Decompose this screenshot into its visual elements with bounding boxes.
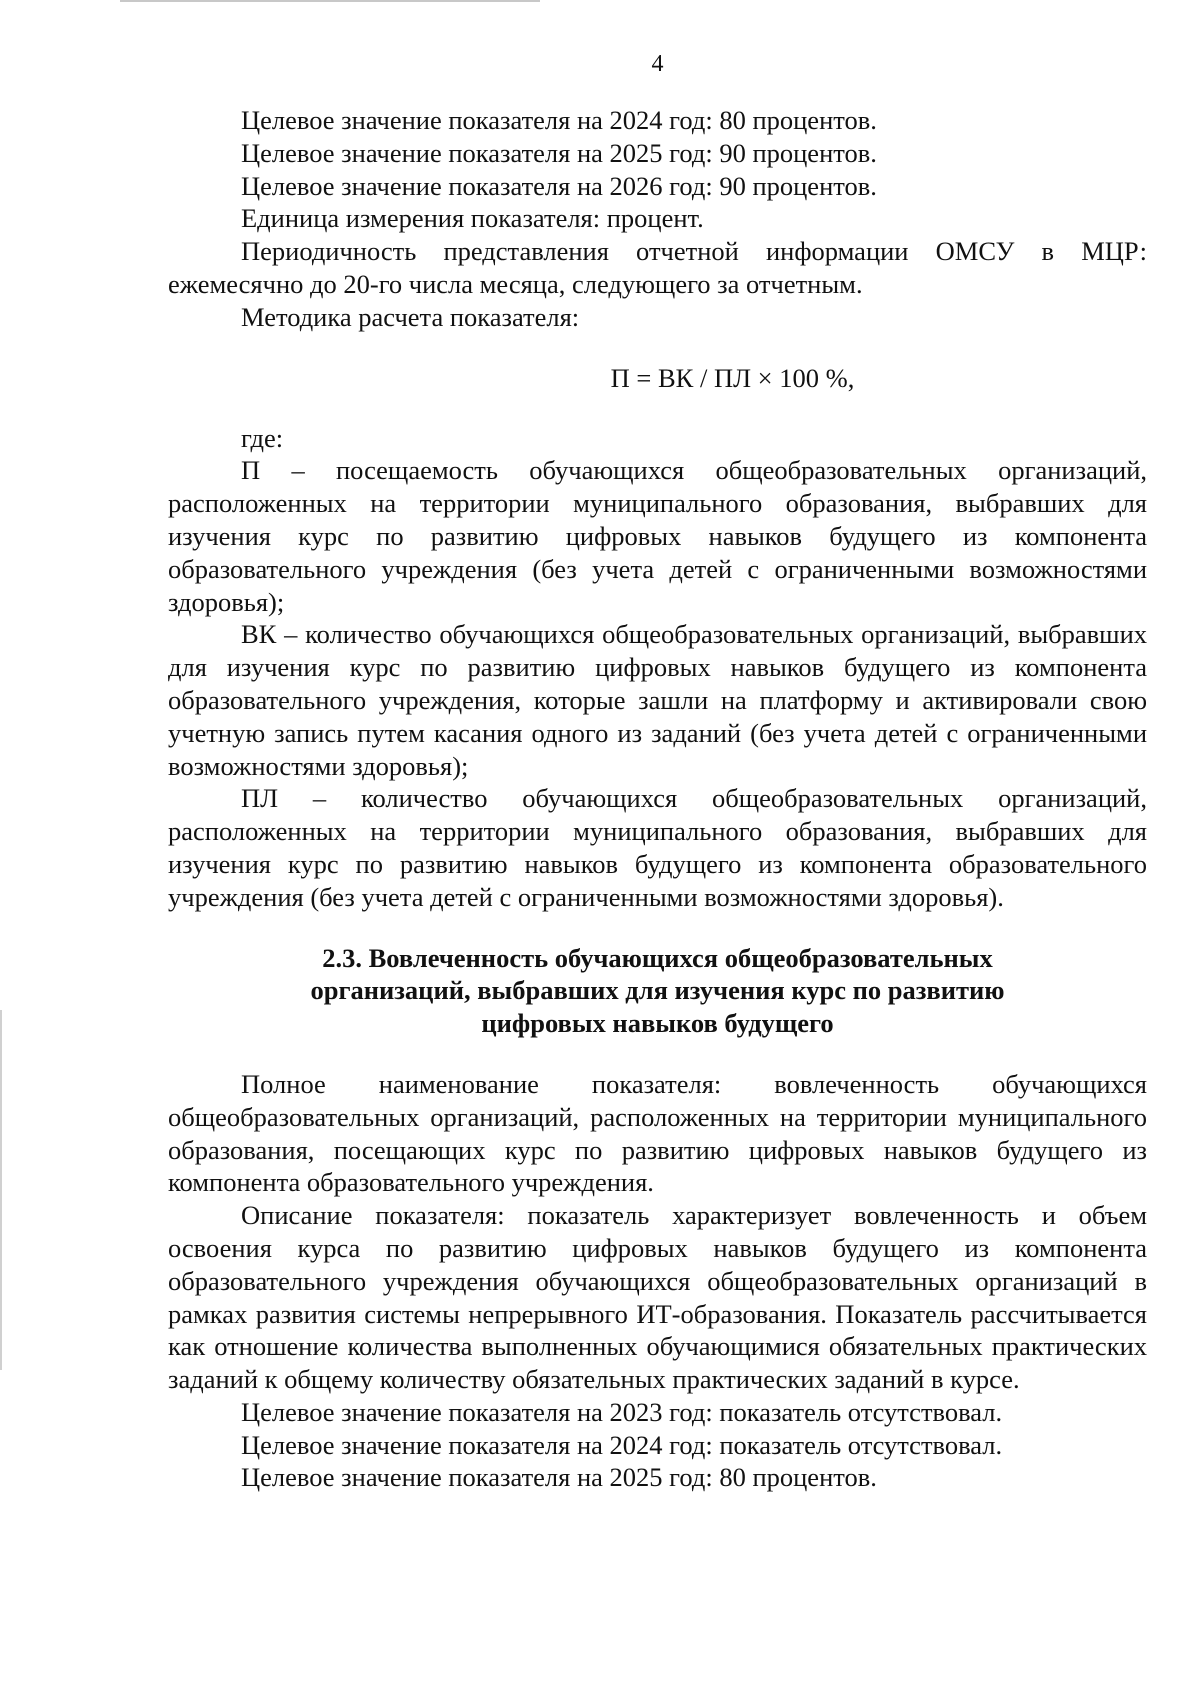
reporting-frequency: Периодичность представления отчетной информации ОМСУ в МЦР: ежемесячно до 20-го числа месяца, следующего за отчетным. (168, 236, 1147, 299)
section-heading-line-1: 2.3. Вовлеченность обучающихся общеобразовательных (322, 942, 993, 973)
indicator-description: Описание показателя: показатель характеризует вовлеченность и объем освоения курса по развитию цифровых навыков будущего из компонента образовательного учреждения обучающихся общеобразовательных организаций в рамках развития системы непрерывного ИТ-образования. Показатель рассчитывается как отношение количества выполненных обучающимися обязательных практических заданий к общему количеству обязательных практических заданий в курсе. (168, 1200, 1147, 1395)
unit-of-measure: Единица измерения показателя: процент. (241, 203, 704, 234)
target-value-2025-section: Целевое значение показателя на 2025 год: 80 процентов. (241, 1462, 877, 1493)
calculation-formula: П = ВК / ПЛ × 100 %, (610, 362, 855, 393)
calculation-method-label: Методика расчета показателя: (241, 301, 580, 332)
scan-edge-mark-top (120, 0, 540, 2)
document-page (168, 52, 1147, 1494)
target-value-2024-section: Целевое значение показателя на 2024 год: показатель отсутствовал. (241, 1429, 1003, 1460)
page-number: 4 (651, 51, 664, 77)
section-heading-line-3: цифровых навыков будущего (481, 1008, 834, 1039)
definition-p: П – посещаемость обучающихся общеобразовательных организаций, расположенных на территории муниципального образования, выбравших для изучения курс по развитию цифровых навыков будущего из компонента образовательного учреждения (без учета детей с ограниченными возможностями здоровья); (168, 455, 1147, 617)
target-value-2026: Целевое значение показателя на 2026 год: 90 процентов. (241, 170, 877, 201)
definition-pl: ПЛ – количество обучающихся общеобразовательных организаций, расположенных на территории муниципального образования, выбравших для изучения курс по развитию навыков будущего из компонента образовательного учреждения (без учета детей с ограниченными возможностями здоровья). (168, 783, 1147, 912)
target-value-2025: Целевое значение показателя на 2025 год: 90 процентов. (241, 137, 877, 168)
scan-edge-mark-left (0, 1010, 2, 1370)
definition-vk: ВК – количество обучающихся общеобразовательных организаций, выбравших для изучения курс по развитию цифровых навыков будущего из компонента образовательного учреждения, которые зашли на платформу и активировали свою учетную запись путем касания одного из заданий (без учета детей с ограниченными возможностями здоровья); (168, 619, 1147, 781)
section-heading (168, 942, 1147, 1040)
indicator-full-name: Полное наименование показателя: вовлеченность обучающихся общеобразовательных организаций, расположенных на территории муниципального образования, посещающих курс по развитию цифровых навыков будущего из компонента образовательного учреждения. (168, 1068, 1147, 1198)
target-value-2024: Целевое значение показателя на 2024 год: 80 процентов. (241, 105, 877, 135)
target-value-2023-section: Целевое значение показателя на 2023 год: показатель отсутствовал. (241, 1396, 1003, 1427)
where-label: где: (241, 422, 284, 453)
section-heading-line-2: организаций, выбравших для изучения курс по развитию (310, 975, 1005, 1006)
